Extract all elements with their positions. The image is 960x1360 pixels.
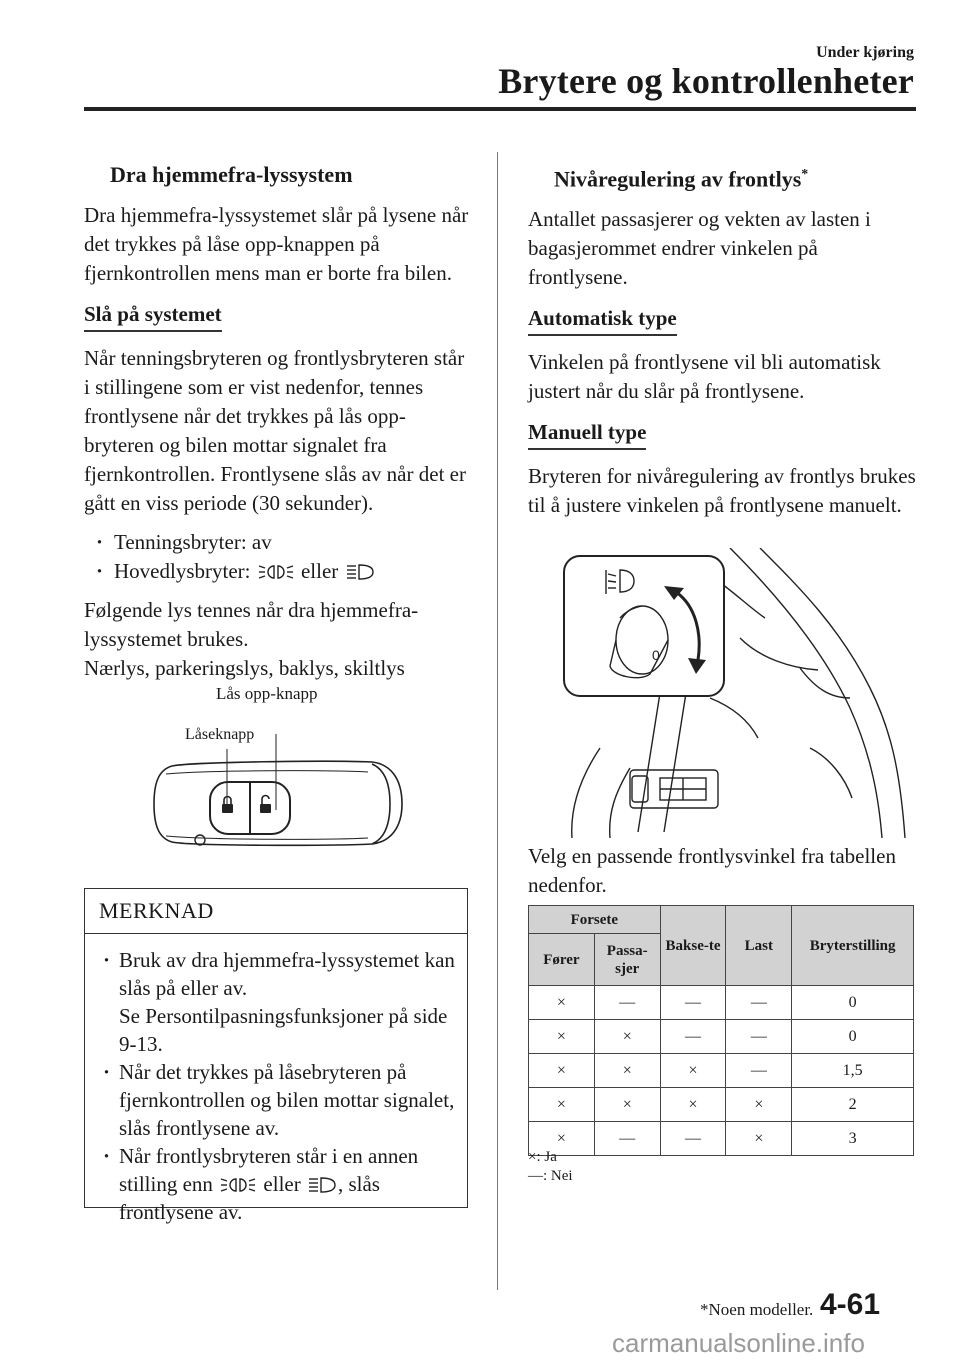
following-paragraph: Følgende lys tennes når dra hjemmefra-lyssystemet brukes. [84, 598, 419, 651]
lock-button-label: Låseknapp [185, 726, 255, 743]
legend-yes: ×: Ja [528, 1149, 557, 1165]
column-divider [497, 152, 498, 1290]
header-bryterstilling: Bryterstilling [792, 906, 914, 986]
note-body [85, 934, 467, 1226]
bullet-main-light: · Hovedlysbryter: eller [84, 557, 470, 586]
headlight-icon [308, 1176, 336, 1194]
parking-light-icon [258, 563, 294, 581]
automatic-text: Vinkelen på frontlysene vil bli automatisk justert når du slår på frontlysene. [528, 350, 881, 404]
header-rule [84, 107, 916, 111]
table-row: × × × × 2 [529, 1088, 914, 1122]
table-row: × × × — 1,5 [529, 1054, 914, 1088]
watermark: carmanualsonline.info [612, 1328, 865, 1358]
subheading-sla-pa: Slå på systemet [84, 300, 222, 332]
note-item-1: · Bruk av dra hjemmefra-lyssystemet kan slås på eller av. Se Persontilpasningsfunksjoner på side 9-13. [97, 946, 455, 1058]
table-row: × — — — 0 [529, 986, 914, 1020]
leveling-dial-illustration [560, 548, 910, 838]
page-title: Brytere og kontrollenheter [498, 61, 914, 101]
select-text: Velg en passende frontlysvinkel fra tabellen nedenfor. [528, 844, 896, 897]
select-text-block [528, 842, 916, 910]
note-box [84, 888, 468, 1224]
manual-text: Bryteren for nivåregulering av frontlys brukes til å justere vinkelen på frontlysene manuelt. [528, 464, 916, 518]
header-passasjer: Passa-sjer [594, 934, 660, 986]
lights-list: Nærlys, parkeringslys, baklys, skiltlys [84, 656, 405, 680]
key-fob-illustration [150, 700, 410, 870]
left-column [84, 160, 470, 693]
headlight-icon [346, 563, 374, 581]
subheading-manuell: Manuell type [528, 418, 646, 450]
table-row: × — — × 3 [529, 1122, 914, 1156]
page-number: 4-61 [820, 1288, 881, 1321]
dial-zero-mark: 0 [652, 647, 660, 663]
legend-no: —: Nei [528, 1168, 573, 1184]
intro-paragraph: Dra hjemmefra-lyssystemet slår på lysene når det trykkes på låse opp-knappen på fjernkontrollen mens man er borte fra bilen. [84, 203, 469, 285]
note-item-2: · Når det trykkes på låsebryteren på fjernkontrollen og bilen mottar signalet, slås frontlysene av. [97, 1058, 455, 1142]
right-column [528, 160, 916, 530]
header-baksete: Bakse-te [660, 906, 726, 986]
table-row: × × — — 0 [529, 1020, 914, 1054]
footnote: *Noen modeller. [700, 1300, 814, 1319]
section-heading-nivaregulering: Nivåregulering av frontlys* [554, 166, 809, 192]
body-paragraph: Når tenningsbryteren og frontlysbryteren står i stillingene som er vist nedenfor, tennes frontlysene når det trykkes på lås opp-bryteren og bilen mottar signalet fra fjernkontrollen. Frontlysene slås av når det er gått en viss periode (30 sekunder). [84, 346, 466, 515]
leveling-table [528, 905, 914, 1156]
subheading-automatisk: Automatisk type [528, 304, 677, 336]
leveling-intro: Antallet passasjerer og vekten av lasten i bagasjerommet endrer vinkelen på frontlysene. [528, 207, 871, 290]
bullet-ignition: · Tenningsbryter: av [84, 528, 470, 557]
header-forsete: Forsete [529, 906, 661, 934]
unlock-button-label: Lås opp-knapp [216, 684, 318, 703]
section-heading-dra-hjemmefra: Dra hjemmefra-lyssystem [110, 162, 353, 187]
parking-light-icon [220, 1176, 256, 1194]
note-item-3: · Når frontlysbryteren står i en annen stilling enn eller , slås frontlysene av. [97, 1142, 455, 1226]
note-title: MERKNAD [85, 889, 467, 934]
header-forer: Fører [529, 934, 595, 986]
section-name: Under kjøring [816, 44, 914, 61]
header-last: Last [726, 906, 792, 986]
